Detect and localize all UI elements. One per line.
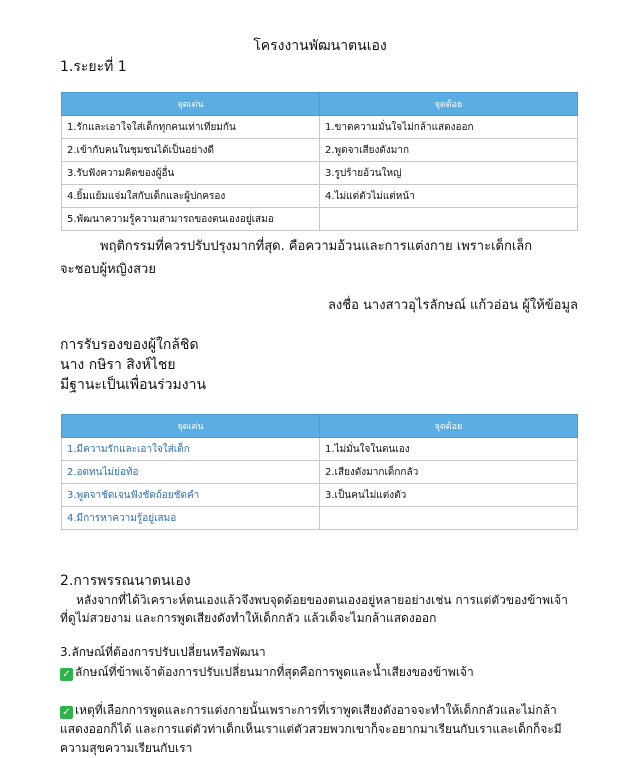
table2-header-weaknesses: จุดด้อย: [320, 415, 578, 438]
table-row: [62, 507, 578, 530]
section2-heading: 2.การพรรณนาตนเอง: [60, 573, 191, 589]
section3-item-1-text: ลักษณ์ที่ข้าพเจ้าต้องการปรับเปลี่ยนมากที่สุดคือการพูดและน้ำเสียงของข้าพเจ้า: [75, 665, 474, 679]
endorser-status: มีฐานะเป็นเพื่อนร่วมงาน: [60, 377, 207, 393]
table1-header-strengths: จุดเด่น: [62, 93, 320, 116]
behavior-line-1: พฤติกรรมที่ควรปรับปรุงมากที่สุด. คือความอ้วนและการแต่งกาย เพราะเด็กเล็ก: [100, 239, 533, 254]
endorser-name: นาง กษิรา สิงห์ไชย: [60, 357, 176, 373]
table-cell: [320, 507, 578, 530]
table-row: [62, 139, 578, 162]
table-cell: 1.มีความรักและเอาใจใส่เด็ก: [62, 438, 320, 461]
endorse-heading: การรับรองของผู้ใกล้ชิด: [60, 337, 199, 353]
table-cell: 2.อดทนไม่ย่อท้อ: [62, 461, 320, 484]
table-cell: 5.พัฒนาความรู้ความสามารถของตนเองอยู่เสมอ: [62, 208, 320, 231]
table-row: [62, 185, 578, 208]
table-cell: 4.ไม่แต่ตัวไม่แต่หน้า: [320, 185, 578, 208]
section3-item-2-line-3: ความสุขความเรียนกับเรา: [60, 741, 193, 755]
table2-header-strengths: จุดเด่น: [62, 415, 320, 438]
section3-heading: 3.ลักษณ์ที่ต้องการปรับเปลี่ยนหรือพัฒนา: [60, 645, 266, 659]
section2-line-1: หลังจากที่ได้วิเคราะห์ตนเองแล้วจึงพบจุดด้อยของตนเองอยู่หลายอย่างเช่น การแต่ตัวของข้าพเจ้า: [76, 593, 568, 607]
table-row: [62, 162, 578, 185]
strengths-weaknesses-table-1: [61, 92, 578, 231]
table-cell: 4.มีการหาความรู้อยู่เสมอ: [62, 507, 320, 530]
table1-header-weaknesses: จุดด้อย: [320, 93, 578, 116]
table-row: [62, 208, 578, 231]
document-title: โครงงานพัฒนาตนเอง: [253, 38, 387, 54]
signature-line: ลงชื่อ นางสาวอุไรลักษณ์ แก้วอ่อน ผู้ให้ข้อมูล: [327, 298, 578, 313]
table-row: [62, 461, 578, 484]
table-row: [62, 484, 578, 507]
phase1-heading: 1.ระยะที่ 1: [60, 59, 127, 75]
checkmark-icon: ✓: [60, 668, 73, 681]
table-cell: 1.ไม่มั่นใจในตนเอง: [320, 438, 578, 461]
section2-line-2: ที่ดูไม่สวยงาม และการพูดเสียงดังทำให้เด็กกลัว แล้วเด็จะไมกล้าแสดงออก: [60, 611, 437, 625]
table-cell: 2.เข้ากับคนในชุมชนได้เป็นอย่างดี: [62, 139, 320, 162]
table-cell: 2.เสียงดังมากเด็กกลัว: [320, 461, 578, 484]
section3-item-2: [60, 701, 557, 720]
table-cell: 3.เป็นคนไม่แต่งตัว: [320, 484, 578, 507]
table-cell: 3.รับฟังความคิดของผู้อื่น: [62, 162, 320, 185]
behavior-line-2: จะชอบผู้หญิงสวย: [60, 262, 156, 277]
table-cell: 3.รูปร้ายอ้วนใหญ่: [320, 162, 578, 185]
table-cell: [320, 208, 578, 231]
table-cell: 1.ขาดความมั่นใจไม่กล้าแสดงออก: [320, 116, 578, 139]
section3-item-1: [60, 663, 474, 682]
table-cell: 1.รักและเอาใจใส่เด็กทุกคนเท่าเทียมกัน: [62, 116, 320, 139]
table-row: [62, 438, 578, 461]
strengths-weaknesses-table-2: [61, 414, 578, 530]
checkmark-icon: ✓: [60, 706, 73, 719]
table-cell: 2.พูดจาเสียงดังมาก: [320, 139, 578, 162]
table-cell: 4.ยิ้มแย้มแจ่มใสกับเด็กและผู้ปกครอง: [62, 185, 320, 208]
table-row: [62, 116, 578, 139]
section3-item-2-line-1: เหตุที่เลือกการพูดและการแต่งกายนั้นเพราะการที่เราพูดเสียงดังอาจจะทำให้เด็กกลัวและไม่กล้า: [75, 703, 557, 717]
table-cell: 3.พูดจาชัดเจนฟังชัดถ้อยชัดคำ: [62, 484, 320, 507]
section3-item-2-line-2: แสดงออกก็ได้ และการแต่ตัวท่าเด็กเห็นเราแต่ตัวสวยพวกเขาก็จะอยากมาเรียนกับเราและเด็กก็จะมี: [60, 722, 562, 736]
